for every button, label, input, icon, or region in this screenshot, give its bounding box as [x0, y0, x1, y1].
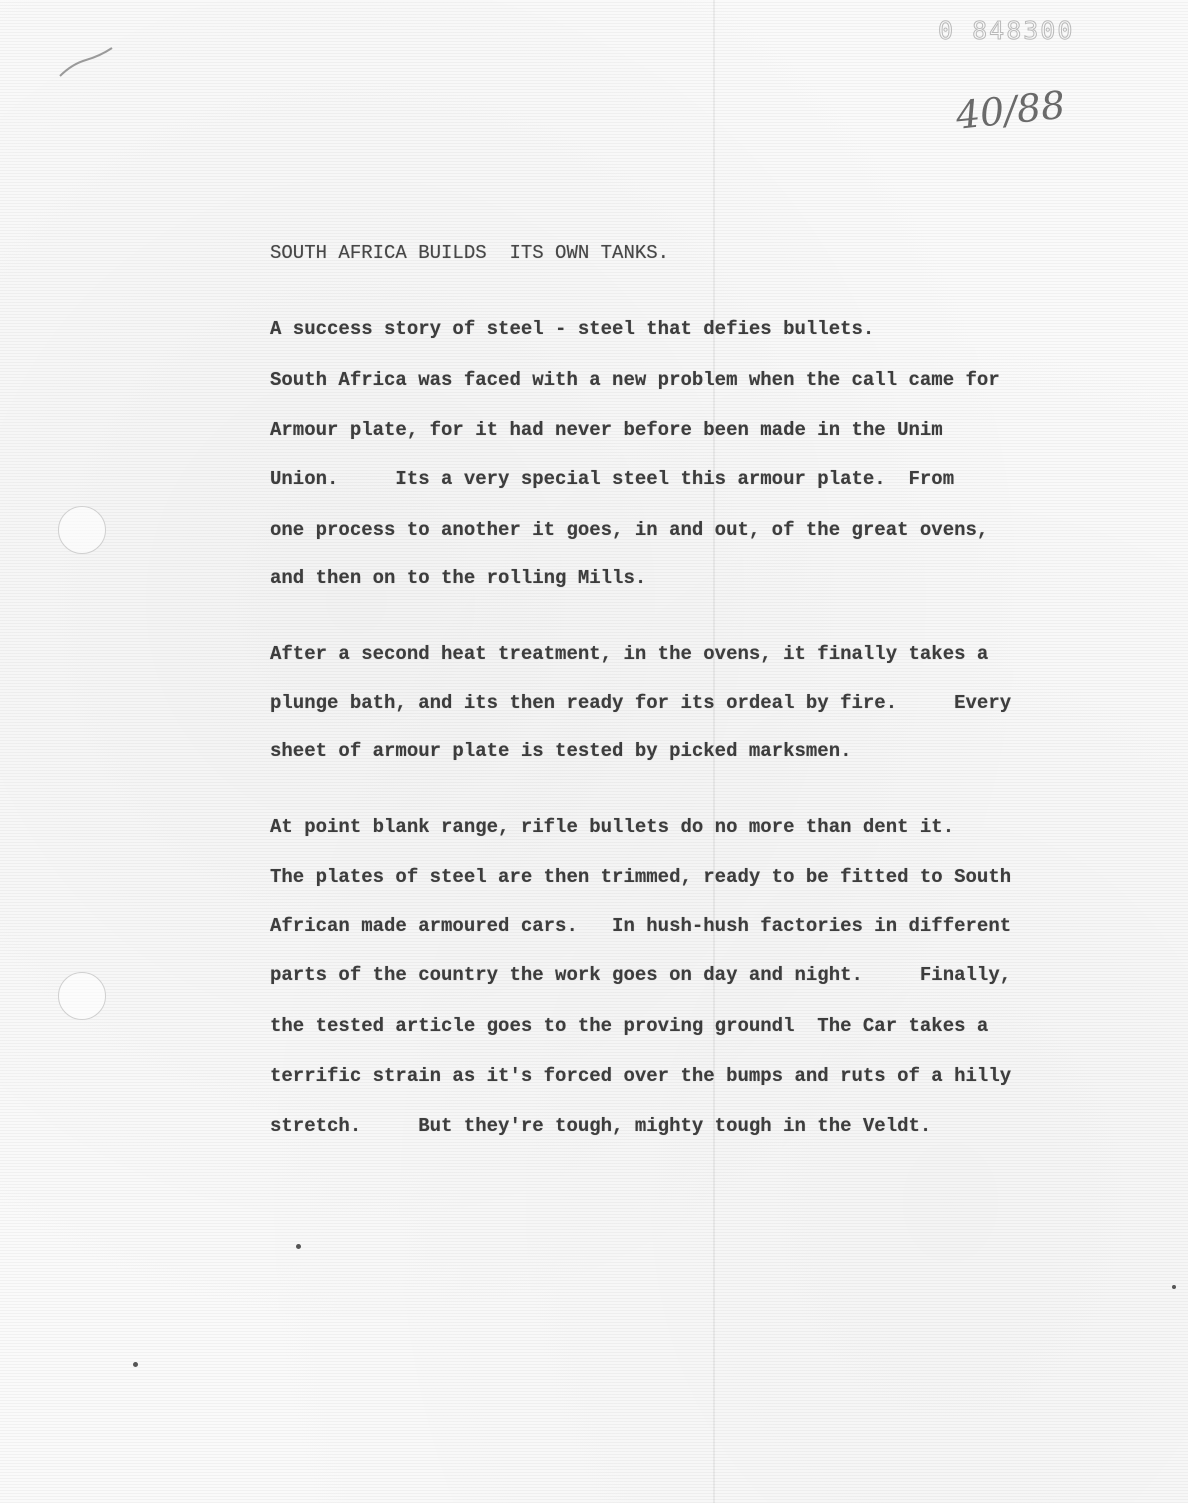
paragraph-1-line-1: A success story of steel - steel that defies bullets. — [270, 318, 875, 340]
paragraph-2-line-3: sheet of armour plate is tested by picked marksmen. — [270, 740, 852, 762]
archive-stamp-number: 0 848300 — [938, 16, 1075, 45]
paragraph-3-line-3: African made armoured cars. In hush-hush factories in different — [270, 915, 1012, 937]
paragraph-3-line-6: terrific strain as it's forced over the bumps and ruts of a hilly — [270, 1065, 1012, 1087]
document-title: SOUTH AFRICA BUILDS ITS OWN TANKS. — [270, 242, 670, 264]
paragraph-1-line-6: and then on to the rolling Mills. — [270, 567, 647, 589]
speck-mark — [296, 1244, 301, 1249]
punch-hole-top — [58, 506, 106, 554]
paragraph-3-line-2: The plates of steel are then trimmed, ready to be fitted to South — [270, 866, 1012, 888]
paragraph-3-line-5: the tested article goes to the proving groundl The Car takes a — [270, 1015, 989, 1037]
punch-hole-bottom — [58, 972, 106, 1020]
paragraph-1-line-3: Armour plate, for it had never before been made in the Unim — [270, 419, 943, 441]
paragraph-3-line-4: parts of the country the work goes on day and night. Finally, — [270, 964, 1012, 986]
speck-mark — [133, 1362, 138, 1367]
paragraph-2-line-2: plunge bath, and its then ready for its ordeal by fire. Every — [270, 692, 1012, 714]
paragraph-1-line-5: one process to another it goes, in and out, of the great ovens, — [270, 519, 989, 541]
speck-mark — [1172, 1285, 1176, 1289]
paragraph-2-line-1: After a second heat treatment, in the ovens, it finally takes a — [270, 643, 989, 665]
paragraph-1-line-4: Union. Its a very special steel this armour plate. From — [270, 468, 955, 490]
handwritten-reference: 40/88 — [953, 82, 1068, 138]
pencil-mark-icon — [52, 40, 122, 80]
paragraph-3-line-7: stretch. But they're tough, mighty tough in the Veldt. — [270, 1115, 932, 1137]
paragraph-1-line-2: South Africa was faced with a new problem when the call came for — [270, 369, 1000, 391]
paragraph-3-line-1: At point blank range, rifle bullets do no more than dent it. — [270, 816, 955, 838]
